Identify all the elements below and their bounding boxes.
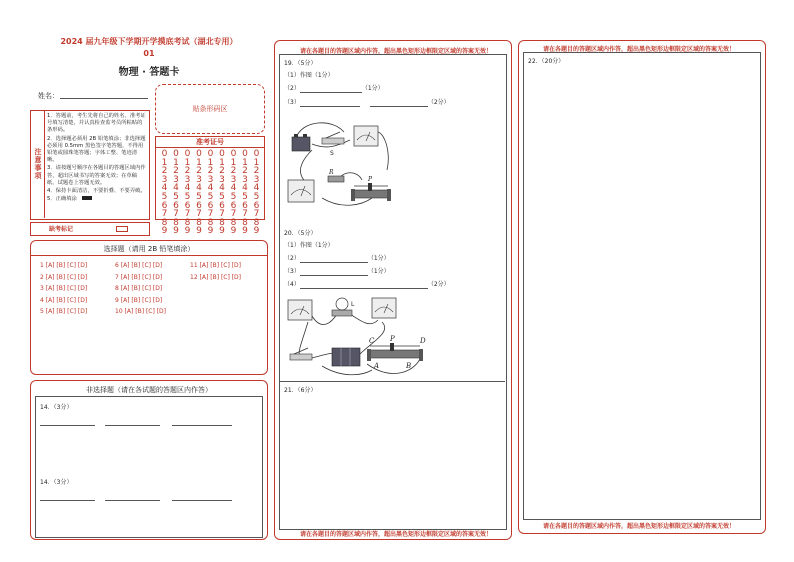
q22-title: 22．（20分） — [528, 58, 565, 65]
exam-id-digit-bubble[interactable]: 2 — [161, 166, 168, 177]
switch-icon — [290, 354, 312, 360]
exam-id-digit-bubble[interactable]: 1 — [230, 157, 237, 168]
choice-question[interactable]: 10 [A] [B] [C] [D] — [115, 308, 167, 315]
choice-question[interactable]: 9 [A] [B] [C] [D] — [115, 296, 163, 304]
notice-item: 5．正确填涂 — [47, 196, 147, 203]
exam-id-digit-bubble[interactable]: 9 — [219, 226, 225, 237]
rheostat-icon — [370, 350, 420, 358]
choice-question[interactable]: 2 [A] [B] [C] [D] — [40, 273, 88, 281]
q19-label-s: S — [330, 150, 334, 157]
exam-id-column[interactable] — [182, 150, 193, 236]
exam-id-digit-bubble[interactable]: 3 — [184, 174, 191, 185]
exam-id-digit-bubble[interactable]: 6 — [242, 200, 248, 211]
exam-id-digit-bubble[interactable]: 8 — [173, 217, 179, 228]
exam-id-digit-bubble[interactable]: 5 — [207, 191, 214, 202]
exam-id-digit-bubble[interactable]: 3 — [219, 174, 225, 185]
battery-icon — [332, 348, 360, 366]
exam-id-digit-bubble[interactable]: 1 — [196, 157, 202, 168]
choice-question[interactable]: 12 [A] [B] [C] [D] — [190, 273, 242, 281]
exam-id-digit-bubble[interactable]: 4 — [173, 183, 179, 194]
exam-id-digit-bubble[interactable]: 9 — [253, 226, 260, 237]
exam-id-label: 准考证号 — [156, 137, 264, 148]
exam-id-digit-bubble[interactable]: 5 — [230, 191, 237, 202]
exam-id-digit-bubble[interactable]: 0 — [230, 149, 237, 159]
notice-item: 4．保持卡面清洁，不要折叠、不要弄破。 — [47, 188, 146, 195]
choice-question[interactable]: 8 [A] [B] [C] [D] — [115, 285, 163, 292]
exam-id-digit-bubble[interactable]: 0 — [161, 149, 168, 159]
choice-section-title: 选择题（请用 2B 铅笔填涂） — [103, 245, 195, 253]
exam-id-column[interactable] — [171, 150, 182, 236]
exam-id-digit-bubble[interactable]: 4 — [230, 183, 237, 194]
exam-id-column[interactable] — [194, 150, 205, 236]
exam-id-digit-bubble[interactable]: 2 — [196, 166, 202, 177]
ammeter-icon — [288, 180, 314, 202]
exam-id-digit-bubble[interactable]: 7 — [173, 209, 179, 220]
q20-part4-blank[interactable] — [300, 288, 428, 289]
exam-id-digit-bubble[interactable]: 4 — [184, 183, 191, 194]
exam-title-number: 01 — [143, 49, 155, 58]
exam-id-digit-bubble[interactable]: 6 — [207, 200, 214, 211]
exam-id-digit-bubble[interactable]: 1 — [242, 157, 248, 168]
exam-id-digit-bubble[interactable]: 8 — [196, 217, 202, 228]
exam-id-digit-bubble[interactable]: 9 — [196, 226, 202, 237]
exam-id-digit-bubble[interactable]: 2 — [173, 166, 179, 177]
exam-id-column[interactable] — [228, 150, 239, 236]
choice-question[interactable]: 7 [A] [B] [C] [D] — [115, 273, 163, 281]
choice-question[interactable]: 11 [A] [B] [C] [D] — [190, 262, 242, 269]
barcode-area — [155, 84, 265, 134]
q19-part2-blank[interactable] — [300, 92, 362, 93]
exam-id-digit-bubble[interactable]: 1 — [253, 157, 260, 168]
q19-part3: （3） （2分） — [284, 99, 450, 106]
exam-id-digit-bubble[interactable]: 5 — [184, 191, 191, 202]
exam-id-digit-bubble[interactable]: 7 — [219, 209, 225, 220]
exam-id-digit-bubble[interactable]: 0 — [173, 149, 179, 159]
exam-id-digit-bubble[interactable]: 7 — [207, 209, 214, 220]
exam-id-digit-bubble[interactable]: 6 — [219, 200, 225, 211]
notice-item: 3．请按题号顺序在各题目的答题区域内作答，超出区域书写的答案无效；在草稿纸、试题卷上答题无效。 — [47, 165, 146, 186]
absent-box — [30, 222, 150, 236]
q20-title: 20．（5分） — [284, 230, 317, 237]
exam-id-digit-bubble[interactable]: 4 — [253, 183, 260, 194]
exam-id-digit-bubble[interactable]: 1 — [173, 157, 179, 168]
q14b-blank-3[interactable] — [172, 500, 232, 501]
voltmeter-icon — [354, 126, 378, 146]
right-inner-box — [523, 52, 761, 520]
exam-id-digit-bubble[interactable]: 6 — [230, 200, 237, 211]
choice-question[interactable]: 3 [A] [B] [C] [D] — [40, 285, 88, 292]
exam-id-digit-bubble[interactable]: 8 — [184, 217, 191, 228]
exam-id-digit-bubble[interactable]: 7 — [253, 209, 260, 220]
q14a-blank-1[interactable] — [40, 425, 95, 426]
notice-list — [47, 113, 147, 203]
exam-id-digit-bubble[interactable]: 1 — [184, 157, 191, 168]
answer-card-subtitle: 物理 · 答题卡 — [118, 67, 180, 78]
q19-title: 19．（5分） — [284, 60, 317, 67]
exam-id-digit-bubble[interactable]: 7 — [230, 209, 237, 220]
q14a-blank-3[interactable] — [172, 425, 232, 426]
notice-side-label: 注意事项 — [30, 110, 45, 218]
q19-part3-blank-2[interactable] — [370, 106, 428, 107]
exam-id-digit-bubble[interactable]: 7 — [242, 209, 248, 220]
q14a-blank-2[interactable] — [105, 425, 160, 426]
q21-title: 21．（6分） — [284, 387, 317, 394]
exam-id-digit-bubble[interactable]: 8 — [161, 217, 168, 228]
exam-id-digit-bubble[interactable]: 5 — [161, 191, 168, 202]
exam-id-digit-bubble[interactable]: 3 — [196, 174, 202, 185]
exam-id-digit-bubble[interactable]: 9 — [161, 226, 168, 237]
exam-id-digit-bubble[interactable]: 0 — [207, 149, 214, 159]
exam-id-digit-bubble[interactable]: 7 — [184, 209, 191, 220]
exam-id-digit-bubble[interactable]: 8 — [242, 217, 248, 228]
q20-part3-blank[interactable] — [300, 275, 368, 276]
exam-id-digit-bubble[interactable]: 2 — [219, 166, 225, 177]
ammeter-icon — [288, 300, 312, 320]
choice-question[interactable]: 1 [A] [B] [C] [D] — [40, 262, 88, 269]
choice-question[interactable]: 6 [A] [B] [C] [D] — [115, 262, 163, 269]
q20-label-p: P — [390, 335, 395, 343]
choice-question[interactable]: 4 [A] [B] [C] [D] — [40, 296, 88, 304]
exam-id-digit-bubble[interactable]: 4 — [207, 183, 214, 194]
choice-question[interactable]: 5 [A] [B] [C] [D] — [40, 308, 88, 315]
exam-id-digit-bubble[interactable]: 1 — [161, 157, 168, 168]
exam-id-digit-bubble[interactable]: 4 — [196, 183, 202, 194]
exam-id-digit-bubble[interactable]: 3 — [161, 174, 168, 185]
q20-circuit-diagram — [282, 292, 432, 378]
right-warning-bottom: 请在各题目的答题区域内作答，超出黑色矩形边框限定区域的答案无效！ — [543, 523, 736, 530]
exam-id-digit-bubble[interactable]: 2 — [207, 166, 214, 177]
exam-id-digit-bubble[interactable]: 9 — [173, 226, 179, 237]
exam-id-digit-bubble[interactable]: 1 — [207, 157, 214, 168]
q20-label-c: C — [369, 337, 375, 345]
filled-mark-sample — [82, 196, 92, 200]
exam-id-digit-bubble[interactable]: 5 — [173, 191, 179, 202]
q14b-blank-1[interactable] — [40, 500, 95, 501]
nonchoice-section-title: 非选择题（请在各试题的答题区内作答） — [86, 386, 212, 394]
exam-id-column[interactable] — [240, 150, 251, 236]
exam-id-digit-bubble[interactable]: 8 — [230, 217, 237, 228]
q20-part3: （3） （1分） — [284, 268, 390, 275]
exam-id-column[interactable] — [159, 150, 170, 236]
exam-id-digit-bubble[interactable]: 6 — [184, 200, 191, 211]
q20-label-l: L — [351, 301, 355, 308]
resistor-icon — [328, 176, 344, 182]
q19-label-r: R — [329, 169, 334, 176]
q14b-blank-2[interactable] — [105, 500, 160, 501]
notice-item: 1．答题前，考生先将自己的姓名、准考证号填写清楚，并认真检查监考员所粘贴的条形码。 — [47, 113, 146, 134]
exam-id-digit-bubble[interactable]: 2 — [184, 166, 191, 177]
exam-id-digit-bubble[interactable]: 3 — [173, 174, 179, 185]
exam-id-column[interactable] — [251, 150, 262, 236]
absent-checkbox[interactable] — [116, 226, 128, 232]
nonchoice-answer-area — [35, 396, 263, 538]
q20-label-d: D — [420, 337, 426, 345]
exam-id-digit-bubble[interactable]: 9 — [207, 226, 214, 237]
exam-id-digit-bubble[interactable]: 0 — [219, 149, 225, 159]
exam-id-digit-bubble[interactable]: 6 — [196, 200, 202, 211]
exam-id-digit-bubble[interactable]: 3 — [242, 174, 248, 185]
exam-id-digit-bubble[interactable]: 7 — [196, 209, 202, 220]
voltmeter-icon — [372, 298, 396, 318]
exam-id-digit-bubble[interactable]: 5 — [219, 191, 225, 202]
exam-id-digit-bubble[interactable]: 2 — [253, 166, 260, 177]
exam-id-digit-bubble[interactable]: 5 — [196, 191, 202, 202]
name-field[interactable] — [60, 98, 148, 99]
exam-id-digit-bubble[interactable]: 7 — [161, 209, 168, 220]
right-warning-top: 请在各题目的答题区域内作答，超出黑色矩形边框限定区域的答案无效！ — [543, 46, 736, 53]
q20-part1: （1）作图（1分） — [284, 242, 334, 249]
battery-icon — [292, 137, 310, 151]
exam-id-column[interactable] — [217, 150, 228, 236]
rheostat-icon — [354, 190, 388, 198]
exam-id-digit-bubble[interactable]: 5 — [253, 191, 260, 202]
middle-warning-top: 请在各题目的答题区域内作答，超出黑色矩形边框限定区域的答案无效！ — [300, 48, 493, 55]
exam-id-digit-bubble[interactable]: 8 — [219, 217, 225, 228]
absent-label: 缺考标记 — [49, 226, 74, 233]
exam-id-column[interactable] — [205, 150, 216, 236]
q19-part3-blank-1[interactable] — [300, 106, 360, 107]
q19-part1: （1）作图（1分） — [284, 72, 334, 79]
exam-id-digit-bubble[interactable]: 9 — [230, 226, 237, 237]
exam-id-digit-bubble[interactable]: 5 — [242, 191, 248, 202]
exam-id-digit-bubble[interactable]: 1 — [219, 157, 225, 168]
exam-id-digit-bubble[interactable]: 4 — [242, 183, 248, 194]
q19-circuit-diagram — [282, 110, 400, 214]
exam-id-digit-bubble[interactable]: 9 — [184, 226, 191, 237]
exam-id-digit-bubble[interactable]: 2 — [242, 166, 248, 177]
exam-id-digit-bubble[interactable]: 2 — [230, 166, 237, 177]
notice-item: 2．选择题必须用 2B 铅笔填涂；非选择题必须用 0.5mm 黑色签字笔答题，不得用铅笔或圆珠笔答题；字体工整、笔迹清晰。 — [47, 135, 146, 164]
q20-label-b: B — [406, 362, 412, 370]
exam-id-digit-bubble[interactable]: 0 — [184, 149, 191, 159]
exam-title: 2024 届九年级下学期开学摸底考试（湖北专用） — [60, 37, 238, 46]
exam-id-digit-bubble[interactable]: 6 — [161, 200, 168, 211]
exam-id-digit-bubble[interactable]: 4 — [219, 183, 225, 194]
q20-part2: （2） （1分） — [284, 255, 390, 262]
q20-part4: （4） （2分） — [284, 281, 450, 288]
exam-id-digit-bubble[interactable]: 8 — [253, 217, 260, 228]
q21-divider — [279, 381, 505, 382]
q19-label-p: P — [368, 176, 373, 183]
middle-warning-bottom: 请在各题目的答题区域内作答，超出黑色矩形边框限定区域的答案无效！ — [300, 531, 493, 538]
bulb-icon — [336, 298, 348, 310]
exam-id-digit-bubble[interactable]: 9 — [242, 226, 248, 237]
exam-id-digit-bubble[interactable]: 8 — [207, 217, 214, 228]
q14a-label: 14．（3分） — [40, 404, 73, 411]
barcode-label: 贴条形码区 — [192, 105, 228, 113]
q19-part2: （2） （1分） — [284, 85, 384, 92]
q20-label-a: A — [374, 362, 380, 370]
exam-id-digit-bubble[interactable]: 3 — [207, 174, 214, 185]
exam-id-digit-bubble[interactable]: 3 — [253, 174, 260, 185]
exam-id-digit-bubble[interactable]: 0 — [253, 149, 260, 159]
switch-icon — [322, 138, 344, 144]
q14b-label: 14．（3分） — [40, 479, 73, 486]
exam-id-digit-bubble[interactable]: 6 — [173, 200, 179, 211]
exam-id-digit-bubble[interactable]: 6 — [253, 200, 260, 211]
exam-id-digit-bubble[interactable]: 3 — [230, 174, 237, 185]
q20-part2-blank[interactable] — [300, 262, 368, 263]
exam-id-digit-bubble[interactable]: 0 — [196, 149, 202, 159]
name-label: 姓名： — [38, 92, 59, 100]
exam-id-digit-bubble[interactable]: 4 — [161, 183, 168, 194]
exam-id-digit-bubble[interactable]: 0 — [242, 149, 248, 159]
